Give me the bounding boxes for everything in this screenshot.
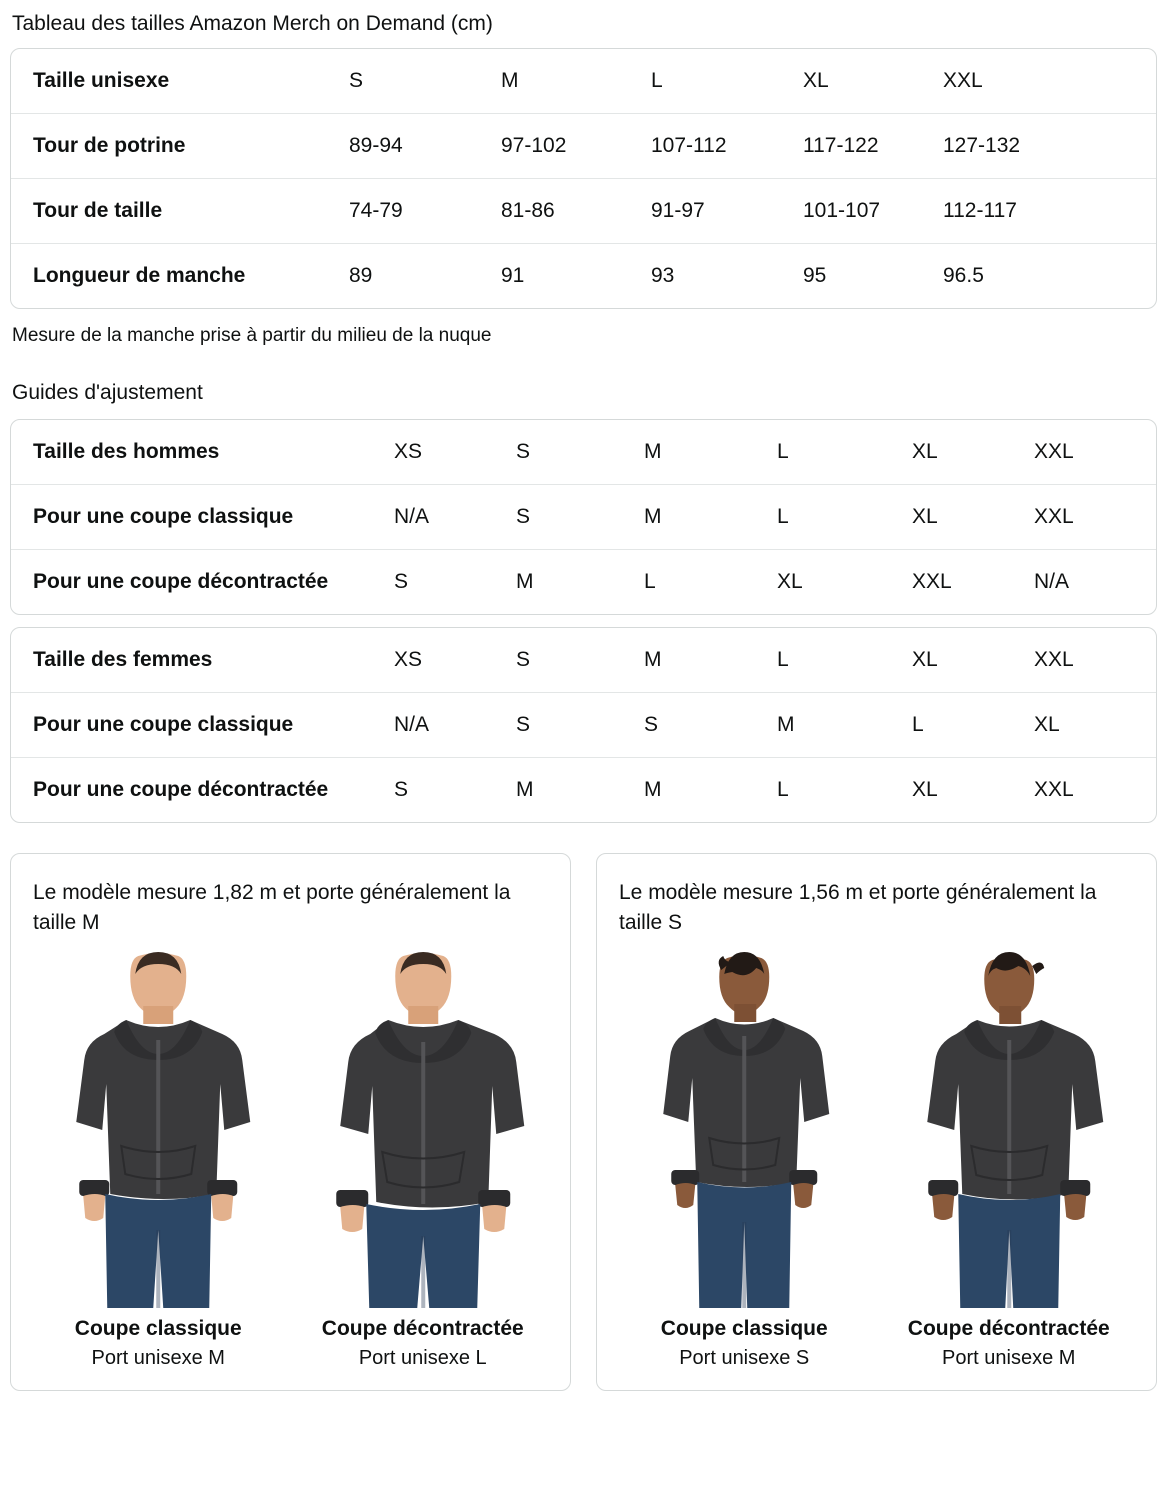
row-label: Tour de taille [11, 179, 349, 244]
cell: 91 [501, 244, 651, 309]
female-classic-fit-figure [619, 948, 870, 1372]
cell: M [516, 550, 644, 615]
cell: 91-97 [651, 179, 803, 244]
female-figures [619, 948, 1134, 1372]
cell: M [644, 440, 662, 463]
cell: XL [803, 69, 829, 92]
cell: 93 [651, 244, 803, 309]
mens-fit-table [11, 420, 1156, 614]
fit-label: Coupe classique [74, 1317, 242, 1340]
cell: M [644, 485, 777, 550]
cell: L [912, 693, 1034, 758]
cell: L [777, 758, 912, 823]
sleeve-measurement-note: Mesure de la manche prise à partir du milieu de la nuque [12, 325, 492, 346]
cell: N/A [1034, 550, 1156, 615]
cell: L [651, 69, 663, 92]
cell: XS [394, 440, 423, 463]
fit-worn-size: Port unisexe M [942, 1347, 1076, 1369]
cell: S [516, 440, 531, 463]
male-figures [33, 948, 548, 1372]
cell: XXL [943, 69, 983, 92]
cell: XL [777, 550, 912, 615]
cell: 127-132 [943, 114, 1156, 179]
cell: XL [912, 440, 938, 463]
male-model-relaxed-fit-illustration [298, 948, 549, 1308]
cell: XL [912, 758, 1034, 823]
male-model-headline: Le modèle mesure 1,82 m et porte généralement la taille M [33, 881, 511, 934]
table-row [11, 693, 1156, 758]
cell: 89-94 [349, 114, 501, 179]
fit-guides-title: Guides d'ajustement [12, 381, 203, 404]
female-relaxed-fit-figure [884, 948, 1135, 1372]
womens-fit-table [11, 628, 1156, 822]
row-label: Pour une coupe décontractée [11, 758, 394, 823]
cell: 89 [349, 244, 501, 309]
fit-label: Coupe décontractée [321, 1317, 524, 1340]
table-row [11, 758, 1156, 823]
model-cards-row [10, 853, 1157, 1401]
table-row [11, 420, 1156, 485]
cell: XXL [1034, 648, 1074, 671]
size-measurements-table-card [10, 48, 1157, 309]
male-model-card [10, 853, 571, 1391]
fit-label: Coupe classique [660, 1317, 828, 1340]
cell: 81-86 [501, 179, 651, 244]
cell: M [777, 693, 912, 758]
cell: XXL [912, 550, 1034, 615]
cell: L [644, 550, 777, 615]
table-row [11, 485, 1156, 550]
table-row [11, 550, 1156, 615]
cell: L [777, 440, 789, 463]
womens-fit-table-card [10, 627, 1157, 823]
cell: XL [1034, 693, 1156, 758]
cell: M [501, 69, 519, 92]
page-title: Tableau des tailles Amazon Merch on Demand (cm) [12, 12, 493, 35]
female-model-headline: Le modèle mesure 1,56 m et porte généralement la taille S [619, 881, 1097, 934]
row-label: Taille des femmes [33, 648, 213, 671]
table-row [11, 244, 1156, 309]
cell: 101-107 [803, 179, 943, 244]
table-row [11, 49, 1156, 114]
cell: 97-102 [501, 114, 651, 179]
row-label: Pour une coupe décontractée [11, 550, 394, 615]
cell: XL [912, 485, 1034, 550]
table-row [11, 179, 1156, 244]
fit-worn-size: Port unisexe M [91, 1347, 225, 1369]
cell: S [394, 758, 516, 823]
male-relaxed-fit-figure [298, 948, 549, 1372]
row-label: Tour de potrine [11, 114, 349, 179]
size-measurements-table [11, 49, 1156, 308]
cell: S [516, 648, 531, 671]
cell: S [394, 550, 516, 615]
cell: S [516, 485, 644, 550]
cell: 96.5 [943, 244, 1156, 309]
cell: XL [912, 648, 938, 671]
cell: XXL [1034, 485, 1156, 550]
cell: 107-112 [651, 114, 803, 179]
table-row [11, 628, 1156, 693]
fit-worn-size: Port unisexe S [679, 1347, 810, 1369]
cell: N/A [394, 693, 516, 758]
fit-worn-size: Port unisexe L [358, 1347, 487, 1369]
cell: L [777, 648, 789, 671]
cell: 74-79 [349, 179, 501, 244]
cell: L [777, 485, 912, 550]
male-classic-fit-figure [33, 948, 284, 1372]
row-label: Taille unisexe [33, 69, 170, 92]
cell: N/A [394, 485, 516, 550]
fit-label: Coupe décontractée [907, 1317, 1110, 1340]
cell: 95 [803, 244, 943, 309]
female-model-relaxed-fit-illustration [884, 948, 1135, 1308]
cell: S [516, 693, 644, 758]
cell: XS [394, 648, 423, 671]
mens-fit-table-card [10, 419, 1157, 615]
cell: S [349, 69, 364, 92]
cell: 117-122 [803, 114, 943, 179]
row-label: Longueur de manche [11, 244, 349, 309]
cell: M [516, 758, 644, 823]
cell: XXL [1034, 440, 1074, 463]
female-model-card [596, 853, 1157, 1391]
row-label: Pour une coupe classique [11, 485, 394, 550]
row-label: Taille des hommes [33, 440, 220, 463]
table-row [11, 114, 1156, 179]
cell: M [644, 758, 777, 823]
row-label: Pour une coupe classique [11, 693, 394, 758]
cell: M [644, 648, 662, 671]
cell: 112-117 [943, 179, 1156, 244]
cell: XXL [1034, 758, 1156, 823]
male-model-classic-fit-illustration [33, 948, 284, 1308]
cell: S [644, 693, 777, 758]
female-model-classic-fit-illustration [619, 948, 870, 1308]
